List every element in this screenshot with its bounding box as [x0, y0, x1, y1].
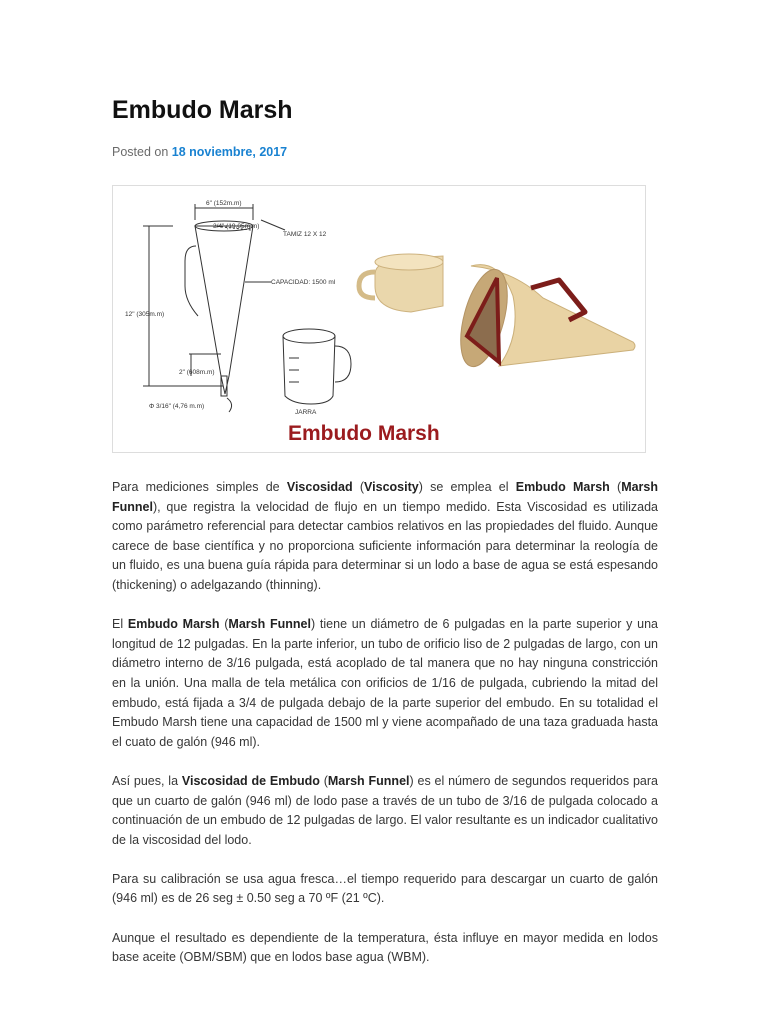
- sieve-depth-label: 3/4" (19,05m.m): [213, 223, 260, 230]
- funnel-photo: [359, 254, 635, 371]
- post-date-link[interactable]: 18 noviembre, 2017: [171, 145, 288, 159]
- text-run: ) se emplea el: [418, 480, 516, 494]
- bold-term: Embudo Marsh: [515, 480, 610, 494]
- text-run: (: [609, 480, 622, 494]
- tube-length-label: 2" (608m.m): [179, 369, 215, 376]
- marsh-funnel-figure: [112, 185, 646, 453]
- bold-term: Marsh Funnel: [327, 773, 410, 788]
- text-run: Para mediciones simples de: [112, 480, 287, 494]
- bold-term: Viscosidad: [286, 480, 353, 494]
- cup-photo-handle: [359, 272, 375, 298]
- text-run: ) tiene un diámetro de 6 pulgadas en la parte superior y una longitud de 12 pulgadas. En la parte inferior, un tubo de orificio liso de 2 pulgadas de largo, con un diámetro interno de 3/16 pulgada, está acoplado de tal manera que no hay ninguna constricción en la unión. Una malla de tela metálica con orificios de 1/16 de pulgada, cubriendo la mitad del embudo, está fijada a 3/4 de pulgada debajo de la parte superior del embudo. En su totalidad el Embudo Marsh tiene una capacidad de 1500 ml y viene acompañado de una taza graduada hasta el cuato de galón (946 ml).: [112, 617, 658, 749]
- capacity-label: CAPACIDAD: 1500 ml: [271, 279, 336, 286]
- paragraph: [112, 478, 658, 596]
- marsh-funnel-illustration: [113, 186, 645, 452]
- post-title: Embudo Marsh: [112, 96, 293, 124]
- paragraph: [112, 870, 658, 909]
- sieve-label: TAMIZ 12 X 12: [283, 231, 327, 238]
- top-diameter-label: 6" (152m.m): [206, 200, 242, 207]
- text-run: Para su calibración se usa agua fresca…el tiempo requerido para descargar un cuarto de galón (946 ml) es de 26 seg ± 0.50 seg a 70 ºF (21 ºC).: [112, 871, 658, 906]
- figure-caption: Embudo Marsh: [288, 422, 440, 445]
- posted-on-label: Posted on: [112, 145, 169, 159]
- bold-term: Marsh Funnel: [228, 617, 311, 632]
- jar-handle: [335, 346, 351, 382]
- bold-term: Viscosidad de Embudo: [181, 773, 320, 788]
- length-label: 12" (305m.m): [125, 311, 165, 318]
- text-run: (: [219, 617, 229, 632]
- text-run: (: [352, 480, 365, 494]
- text-run: ), que registra la velocidad de flujo en un tiempo medido. Esta Viscosidad es utilizada como parámetro referencial para detectar cambios relativos en las propiedades del fluido. Aunque carece de base científica y no proporciona suficiente información para determinar la reología de un fluido, es una buena guía rápida para determinar si un lodo a base de agua se está espesando (thickening) o adelgazando (thinning).: [112, 499, 658, 592]
- bold-term: Viscosity: [364, 480, 419, 494]
- text-run: Así pues, la: [112, 773, 182, 788]
- bold-term: Marsh Funnel: [112, 480, 659, 514]
- post-content: [112, 478, 658, 987]
- paragraph: [112, 615, 658, 752]
- post-meta: [112, 145, 287, 159]
- jar-label: JARRA: [295, 409, 317, 416]
- text-run: Aunque el resultado es dependiente de la temperatura, ésta influye en mayor medida en lodos base aceite (OBM/SBM) que en lodos base agua (WBM).: [112, 930, 658, 965]
- paragraph: [112, 772, 658, 850]
- jar-rim: [283, 329, 335, 343]
- paragraph: [112, 929, 658, 968]
- text-run: El: [112, 617, 128, 632]
- funnel-handle-outline: [185, 246, 198, 316]
- orifice-label: Φ 3/16" (4,76 m.m): [149, 403, 205, 410]
- text-run: ) es el número de segundos requeridos para que un cuarto de galón (946 ml) de lodo pase a través de un tubo de 3/16 de pulgada colocado a continuación de un embudo de 12 pulgadas de largo. El valor resultante es un indicador cualitativo de la viscosidad del lodo.: [112, 773, 658, 847]
- bold-term: Embudo Marsh: [127, 617, 220, 632]
- text-run: (: [319, 773, 328, 788]
